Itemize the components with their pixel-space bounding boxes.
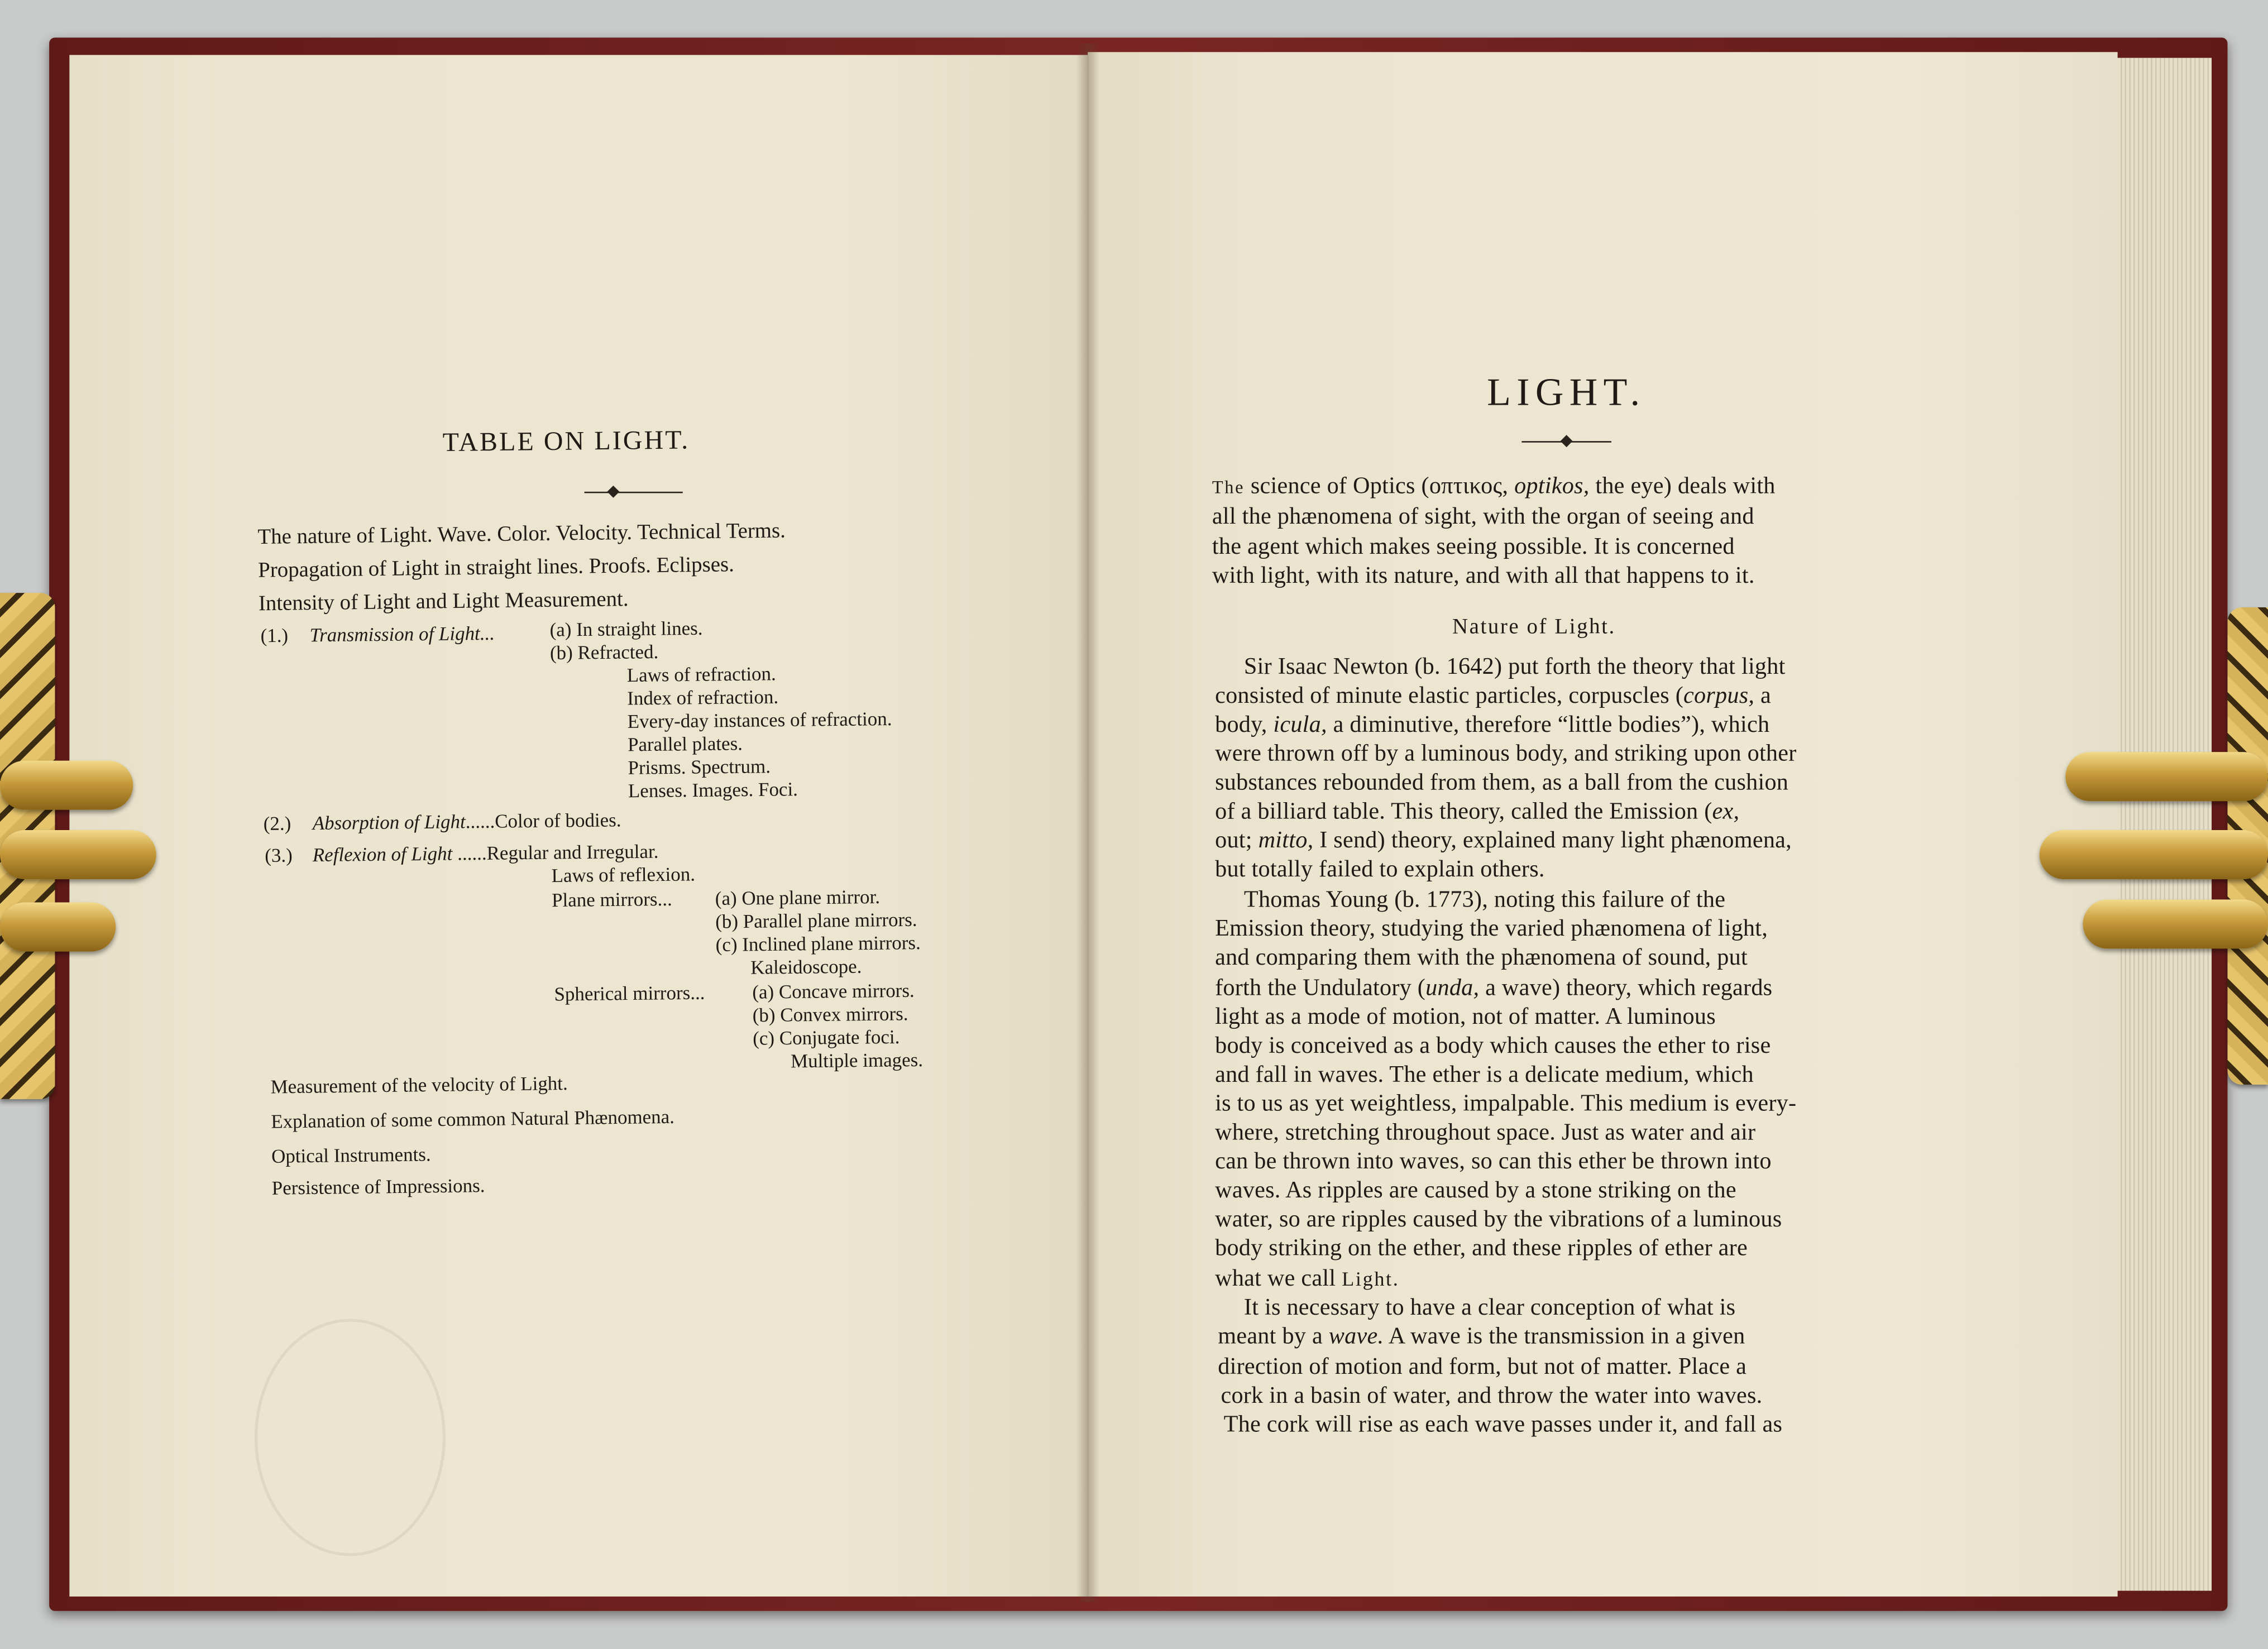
newton-line: Sir Isaac Newton (b. 1642) put forth the theory that light	[1243, 652, 1786, 680]
newton-line-7a: out;	[1215, 826, 1252, 854]
wave-line: It is necessary to have a clear conception of what is	[1243, 1292, 1736, 1321]
transmission-number: (1.)	[260, 624, 289, 646]
overview-line: The nature of Light. Wave. Color. Velocity. Technical Terms.	[257, 520, 786, 550]
left-clamp-finger-icon	[0, 761, 133, 810]
newton-line-7-italic: mitto,	[1258, 826, 1314, 854]
spherical-mirror-extra: Multiple images.	[790, 1048, 924, 1072]
newton-line: substances rebounded from them, as a ball from the cushion	[1215, 768, 1789, 795]
wave-line-2b: A wave is the transmission in a given	[1388, 1321, 1745, 1350]
reflexion-text: Regular and Irregular.	[486, 840, 659, 864]
newton-line-6a: of a billiard table. This theory, called the Emission (	[1215, 797, 1712, 824]
newton-line-6-italic: ex,	[1712, 797, 1740, 824]
transmission-item-a: (a) In straight lines.	[549, 617, 703, 641]
absorption-label	[313, 809, 621, 835]
library-stamp-faint-icon	[255, 1319, 446, 1556]
right-clamp-finger-icon	[2040, 830, 2268, 879]
wave-line-2a: meant by a	[1218, 1321, 1323, 1350]
young-line-4-italic: unda,	[1425, 973, 1480, 1001]
refraction-subitem: Index of refraction.	[626, 686, 779, 710]
closing-topic: Measurement of the velocity of Light.	[270, 1072, 568, 1098]
plane-mirror-item: (a) One plane mirror.	[715, 885, 881, 909]
newton-line: were thrown off by a luminous body, and striking upon other	[1215, 739, 1797, 767]
transmission-label	[309, 622, 495, 648]
young-line: water, so are ripples caused by the vibrations of a luminous	[1215, 1204, 1782, 1233]
refraction-subitem: Every-day instances of refraction.	[627, 707, 892, 732]
newton-line	[1215, 826, 1792, 855]
young-line: light as a mode of motion, not of matter. A luminous	[1215, 1002, 1716, 1030]
newton-line: but totally failed to explain others.	[1215, 855, 1545, 883]
young-line: can be thrown into waves, so can this ether be thrown into	[1215, 1147, 1772, 1175]
newton-line-3b: a diminutive, therefore “little bodies”), which	[1333, 710, 1770, 738]
section-heading-text: Nature of Light.	[1452, 616, 1616, 640]
young-line: waves. As ripples are caused by a stone striking on the	[1215, 1176, 1736, 1204]
plane-mirror-extra: Kaleidoscope.	[750, 955, 862, 979]
wave-line-2-italic: wave.	[1328, 1321, 1384, 1350]
spherical-mirrors-label: Spherical mirrors...	[554, 981, 705, 1005]
closing-topic: Explanation of some common Natural Phænomena.	[271, 1105, 675, 1133]
young-line: Emission theory, studying the varied phænomena of light,	[1215, 914, 1768, 942]
intro-line-1-rest: science of Optics (οπτικος,	[1250, 471, 1509, 499]
young-line: and fall in waves. The ether is a delicate medium, which	[1215, 1060, 1754, 1088]
refraction-subitem: Parallel plates.	[627, 732, 743, 756]
young-line-4a: forth the Undulatory (	[1215, 973, 1426, 1001]
intro-line: with light, with its nature, and with all that happens to it.	[1212, 561, 1755, 589]
book-gutter	[1076, 44, 1099, 1603]
young-line: where, stretching throughout space. Just as water and air	[1215, 1118, 1756, 1145]
newton-line	[1215, 797, 1739, 826]
overview-line: Intensity of Light and Light Measurement.	[258, 588, 629, 616]
absorption-label-text: Absorption of Light	[312, 811, 466, 834]
spherical-mirror-item: (a) Concave mirrors.	[752, 979, 915, 1003]
spherical-mirror-item: (c) Conjugate foci.	[753, 1025, 900, 1049]
young-line-14a: what we call	[1215, 1264, 1336, 1292]
newton-line-3-italic: icula,	[1273, 710, 1327, 738]
intro-lead: The	[1212, 477, 1245, 498]
newton-line-2a: consisted of minute elastic particles, corpuscles (	[1215, 681, 1684, 709]
young-line: and comparing them with the phænomena of sound, put	[1215, 943, 1748, 971]
left-clamp-finger-icon	[0, 830, 156, 879]
absorption-number: (2.)	[263, 812, 291, 835]
plane-mirror-item: (b) Parallel plane mirrors.	[715, 908, 917, 933]
laws-of-reflexion: Laws of reflexion.	[551, 863, 696, 886]
reflexion-leader: ......	[457, 842, 487, 865]
wave-line: direction of motion and form, but not of matter. Place a	[1218, 1352, 1747, 1380]
wave-line: The cork will rise as each wave passes under it, and fall as	[1223, 1410, 1783, 1438]
newton-line	[1215, 710, 1769, 739]
intro-line	[1212, 472, 1776, 501]
spherical-mirror-item: (b) Convex mirrors.	[752, 1003, 908, 1026]
refraction-subitem: Prisms. Spectrum.	[628, 755, 771, 779]
chapter-title: LIGHT.	[1487, 370, 1646, 414]
intro-line: the agent which makes seeing possible. It is concerned	[1212, 532, 1735, 560]
title-ornament-rule	[585, 492, 683, 493]
right-clamp-finger-icon	[2065, 752, 2268, 801]
wave-line	[1218, 1322, 1745, 1351]
newton-line-7b: I send) theory, explained many light phænomena,	[1319, 826, 1792, 854]
intro-line: all the phænomena of sight, with the organ of seeing and	[1212, 501, 1754, 530]
young-line: Thomas Young (b. 1773), noting this failure of the	[1243, 885, 1726, 913]
newton-line	[1215, 681, 1771, 710]
young-line-14-smallcaps: Light.	[1342, 1269, 1400, 1292]
reflexion-label	[313, 841, 659, 867]
absorption-leader: ......	[465, 810, 495, 832]
section-heading	[1452, 616, 1616, 641]
right-clamp-finger-icon	[2083, 899, 2268, 948]
newton-line-3a: body,	[1215, 710, 1267, 738]
refraction-subitem: Lenses. Images. Foci.	[628, 778, 798, 802]
newton-line-2-italic: corpus,	[1683, 681, 1755, 709]
young-line: body striking on the ether, and these ripples of ether are	[1215, 1233, 1748, 1262]
absorption-text: Color of bodies.	[495, 809, 621, 832]
refraction-subitem: Laws of refraction.	[626, 663, 776, 686]
newton-line-2b: a	[1754, 681, 1772, 709]
closing-topic: Persistence of Impressions.	[271, 1175, 485, 1199]
young-line: body is conceived as a body which causes the ether to rise	[1215, 1031, 1771, 1059]
wave-line: cork in a basin of water, and throw the water into waves.	[1221, 1381, 1763, 1409]
reflexion-label-text: Reflexion of Light	[312, 842, 453, 866]
page-stack-edge	[2112, 58, 2212, 1591]
plane-mirror-item: (c) Inclined plane mirrors.	[715, 932, 921, 956]
table-title: TABLE ON LIGHT.	[442, 426, 690, 458]
intro-line-1-italic: optikos,	[1514, 471, 1590, 499]
young-line	[1215, 973, 1772, 1002]
closing-topic: Optical Instruments.	[271, 1143, 431, 1167]
left-clamp-finger-icon	[0, 903, 116, 952]
overview-line: Propagation of Light in straight lines. Proofs. Eclipses.	[257, 554, 735, 583]
young-line-4b: a wave) theory, which regards	[1479, 973, 1773, 1001]
transmission-item-b: (b) Refracted.	[549, 640, 659, 664]
plane-mirrors-label: Plane mirrors...	[551, 888, 672, 911]
young-line: is to us as yet weightless, impalpable. This medium is every-	[1215, 1089, 1797, 1116]
young-line	[1215, 1264, 1399, 1293]
reflexion-number: (3.)	[265, 844, 293, 866]
transmission-label-text: Transmission of Light...	[309, 622, 495, 646]
intro-line-1-end: the eye) deals with	[1595, 471, 1776, 499]
